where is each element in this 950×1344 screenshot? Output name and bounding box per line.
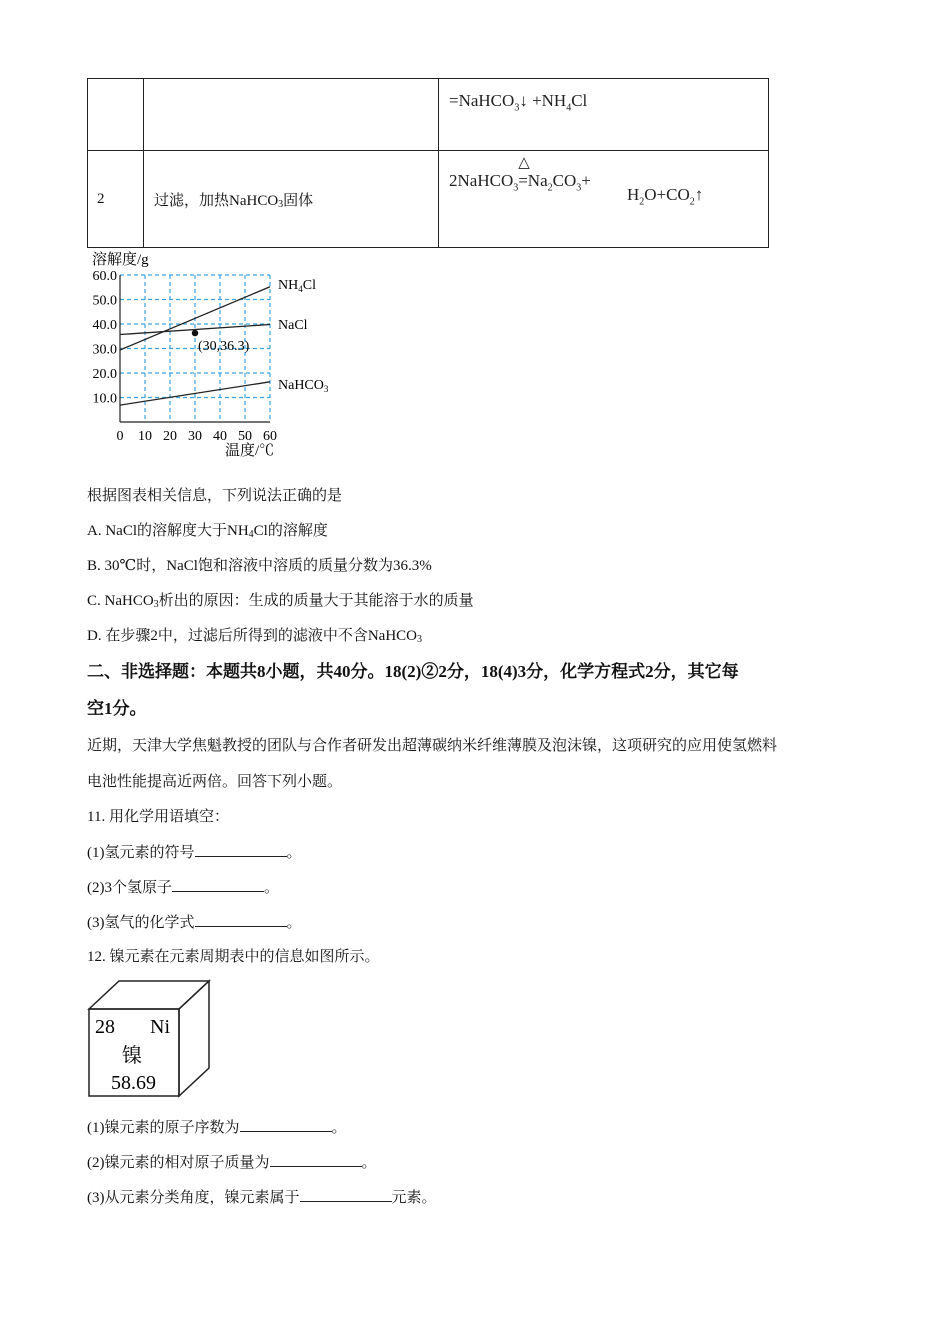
- q12-title: 12. 镍元素在元素周期表中的信息如图所示。: [87, 949, 380, 965]
- y-axis-label: 溶解度/g: [92, 252, 149, 268]
- equation-row1: =NaHCO$_3$↓ $+NH_4Cl$: [449, 91, 588, 114]
- section-heading: 二、非选择题：本题共8小题，共40分。18(2)②2分，18(4)3分，化学方程式2分，其它每: [87, 662, 739, 681]
- option-b[interactable]: B. 30℃时，NaCl饱和溶液中溶质的质量分数为36.3%: [87, 558, 432, 574]
- annotation-label: (30,36.3): [198, 339, 250, 355]
- q11-title: 11. 用化学用语填空：: [87, 809, 229, 825]
- answer-blank[interactable]: [240, 1117, 332, 1132]
- element-symbol: Ni: [150, 1016, 170, 1038]
- x-tick-label: 10: [138, 429, 152, 444]
- atomic-mass: 58.69: [111, 1072, 156, 1094]
- step-action-cell: 过滤，加热NaHCO$_3$固体: [144, 151, 439, 248]
- option-c[interactable]: C. NaHCO$_3$析出的原因：生成的质量大于其能溶于水的质量: [87, 593, 474, 610]
- table-row: [88, 151, 769, 248]
- x-tick-label: 20: [163, 429, 177, 444]
- element-tile-nickel: [86, 978, 214, 1100]
- x-tick-label: 40: [213, 429, 227, 444]
- q11-part2: (2)3个氢原子 。: [87, 877, 279, 898]
- x-tick-label: 30: [188, 429, 202, 444]
- y-tick-label: 20.0: [92, 367, 117, 382]
- series-label-nahco3: NaHCO$_3$: [278, 378, 329, 394]
- step-number-cell: 2: [88, 151, 144, 248]
- atomic-number: 28: [95, 1016, 115, 1038]
- y-tick-label: 60.0: [92, 269, 117, 284]
- element-name: 镍: [122, 1045, 142, 1067]
- q12-part1: (1)镍元素的原子序数为 。: [87, 1117, 347, 1138]
- y-tick-label: 50.0: [92, 293, 117, 309]
- x-tick-label: 60: [263, 429, 277, 444]
- q12-part2: (2)镍元素的相对原子质量为 。: [87, 1152, 377, 1173]
- reaction-steps-table: [87, 78, 769, 248]
- answer-blank[interactable]: [172, 877, 264, 892]
- answer-blank[interactable]: [300, 1187, 392, 1202]
- option-d[interactable]: D. 在步骤2中，过滤后所得到的滤液中不含NaHCO$_3$: [87, 628, 422, 645]
- step-action-cell: [144, 79, 439, 151]
- step-number-cell: [88, 79, 144, 151]
- y-tick-label: 40.0: [92, 318, 117, 333]
- table-row: [88, 79, 769, 151]
- y-tick-label: 30.0: [92, 342, 117, 358]
- q12-part3: (3)从元素分类角度，镍元素属于 元素。: [87, 1187, 437, 1208]
- question-stem: 根据图表相关信息，下列说法正确的是: [87, 488, 343, 504]
- heat-condition-icon: △: [518, 155, 530, 171]
- solubility-chart: [80, 245, 370, 465]
- y-tick-label: 10.0: [92, 391, 117, 407]
- answer-blank[interactable]: [195, 842, 287, 857]
- option-a[interactable]: A. NaCl的溶解度大于$NH_4Cl$的溶解度: [87, 523, 328, 540]
- section-heading-cont: 空1分。: [87, 699, 147, 718]
- intro-text: 近期，天津大学焦魁教授的团队与合作者研发出超薄碳纳米纤维薄膜及泡沫镍，这项研究的应用使氢燃料: [87, 738, 778, 754]
- equation-cell: [439, 79, 769, 151]
- equation-cell: [439, 151, 769, 248]
- annotation-point: [192, 330, 198, 336]
- series-label-nh4cl: $NH_4Cl$: [278, 278, 316, 294]
- answer-blank[interactable]: [270, 1152, 362, 1167]
- intro-text-cont: 电池性能提高近两倍。回答下列小题。: [87, 774, 343, 790]
- series-label-nacl: NaCl: [278, 318, 308, 333]
- q11-part1: (1)氢元素的符号 。: [87, 842, 302, 863]
- x-axis-label: 温度/℃: [225, 443, 275, 459]
- x-tick-label: 0: [116, 429, 124, 444]
- answer-blank[interactable]: [195, 912, 287, 927]
- equation-row2-line2: $H_2O+CO_2↑$: [627, 185, 704, 208]
- equation-row2-line1: 2NaHCO$_3$ △ $=Na_2CO_3+$: [449, 155, 591, 194]
- x-tick-label: 50: [238, 429, 252, 444]
- q11-part3: (3)氢气的化学式 。: [87, 912, 302, 933]
